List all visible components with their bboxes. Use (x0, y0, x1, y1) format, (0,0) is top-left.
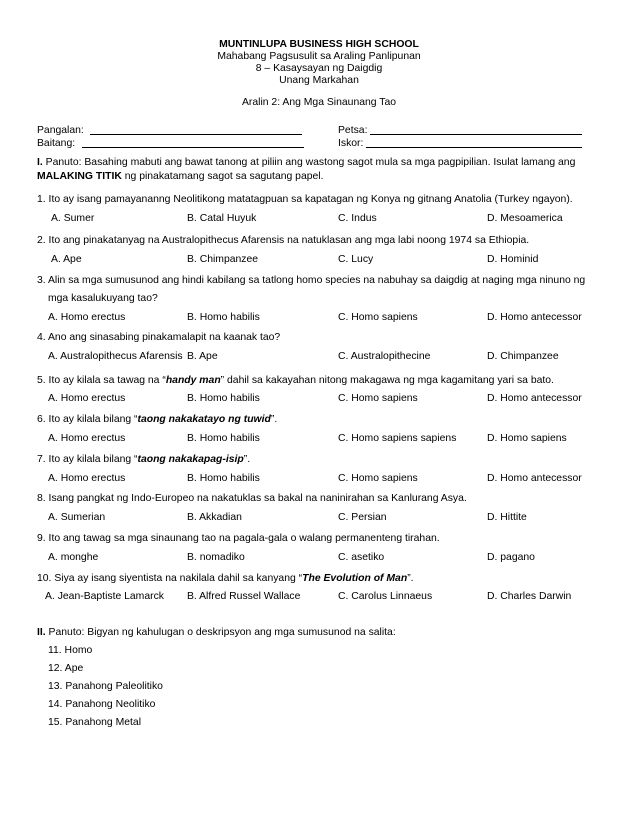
q8-option-b[interactable]: B. Akkadian (187, 512, 242, 523)
name-label: Pangalan: (37, 125, 84, 136)
q7-option-a[interactable]: A. Homo erectus (48, 473, 126, 484)
q5-option-b[interactable]: B. Homo habilis (187, 393, 260, 404)
question-3: 3. Alin sa mga sumusunod ang hindi kabilang sa tatlong homo species na nabuhay sa daigdig at naging mga ninuno ng (37, 275, 586, 286)
q2-option-c[interactable]: C. Lucy (338, 254, 374, 265)
q6-emphasis: taong nakakatayo ng tuwid (137, 414, 271, 425)
part2-item-12: 12. Ape (48, 663, 84, 674)
q7-pre: 7. Ito ay kilala bilang “ (37, 454, 138, 465)
q3-option-b[interactable]: B. Homo habilis (187, 312, 260, 323)
q9-option-b[interactable]: B. nomadiko (187, 552, 245, 563)
q5-option-c[interactable]: C. Homo sapiens (338, 393, 418, 404)
q7-option-d[interactable]: D. Homo antecessor (487, 473, 582, 484)
q3-option-c[interactable]: C. Homo sapiens (338, 312, 418, 323)
q1-option-d[interactable]: D. Mesoamerica (487, 213, 563, 224)
q8-option-a[interactable]: A. Sumerian (48, 512, 106, 523)
q1-option-a[interactable]: A. Sumer (51, 213, 95, 224)
name-line[interactable] (90, 134, 302, 135)
part1-instruction-bold: MALAKING TITIK (37, 171, 122, 182)
q5-option-a[interactable]: A. Homo erectus (48, 393, 126, 404)
q7-option-c[interactable]: C. Homo sapiens (338, 473, 418, 484)
q6-option-a[interactable]: A. Homo erectus (48, 433, 126, 444)
q4-option-a[interactable]: A. Australopithecus Afarensis (48, 351, 183, 362)
q2-option-a[interactable]: A. Ape (51, 254, 82, 265)
part1-numeral: I. (37, 157, 43, 168)
q5-pre: 5. Ito ay kilala sa tawag na “ (37, 375, 166, 386)
q7-post: ”. (243, 454, 251, 465)
grade-subject: 8 – Kasaysayan ng Daigdig (255, 63, 383, 74)
quarter: Unang Markahan (279, 75, 359, 86)
part2-instructions (37, 626, 597, 640)
q6-option-c[interactable]: C. Homo sapiens sapiens (338, 433, 457, 444)
q5-option-d[interactable]: D. Homo antecessor (487, 393, 582, 404)
grade-line[interactable] (82, 147, 304, 148)
question-7 (37, 453, 250, 466)
q8-option-c[interactable]: C. Persian (338, 512, 387, 523)
part2-numeral: II. (37, 627, 46, 638)
lesson-title: Aralin 2: Ang Mga Sinaunang Tao (241, 97, 397, 108)
part1-instruction-b: ng pinakatamang sagot sa sagutang papel. (121, 171, 324, 182)
question-1: 1. Ito ay isang pamayananng Neolitikong matatagpuan sa kapatagan ng Konya ng gitnang Anatolia (Turkey ngayon). (37, 194, 573, 205)
q3-option-a[interactable]: A. Homo erectus (48, 312, 126, 323)
question-4: 4. Ano ang sinasabing pinakamalapit na kaanak tao? (37, 332, 281, 343)
q10-option-b[interactable]: B. Alfred Russel Wallace (187, 591, 301, 602)
q10-option-d[interactable]: D. Charles Darwin (487, 591, 572, 602)
q6-option-d[interactable]: D. Homo sapiens (487, 433, 567, 444)
q3-option-d[interactable]: D. Homo antecessor (487, 312, 582, 323)
date-line[interactable] (370, 134, 582, 135)
q9-option-d[interactable]: D. pagano (487, 552, 535, 563)
q5-post: ” dahil sa kakayahan nitong makagawa ng mga kagamitang yari sa bato. (220, 375, 554, 386)
question-3-cont: mga kasalukuyang tao? (48, 293, 158, 304)
part2-item-14: 14. Panahong Neolitiko (48, 699, 156, 710)
q1-option-c[interactable]: C. Indus (338, 213, 377, 224)
q4-option-d[interactable]: D. Chimpanzee (487, 351, 559, 362)
grade-label: Baitang: (37, 138, 76, 149)
q10-post: ”. (407, 573, 414, 584)
score-line[interactable] (366, 147, 582, 148)
exam-title: Mahabang Pagsusulit sa Araling Panlipunan (217, 51, 421, 62)
part2-item-13: 13. Panahong Paleolitiko (48, 681, 163, 692)
question-8: 8. Isang pangkat ng Indo-Europeo na nakatuklas sa bakal na naninirahan sa Kanlurang Asya. (37, 493, 467, 504)
q2-option-b[interactable]: B. Chimpanzee (187, 254, 259, 265)
q7-emphasis: taong nakakapag-isip (137, 454, 244, 465)
part2-item-15: 15. Panahong Metal (48, 717, 142, 728)
q4-option-c[interactable]: C. Australopithecine (338, 351, 431, 362)
q1-option-b[interactable]: B. Catal Huyuk (187, 213, 257, 224)
q6-post: ”. (270, 414, 278, 425)
part2-item-11: 11. Homo (48, 645, 93, 656)
q9-option-a[interactable]: A. monghe (48, 552, 99, 563)
q10-option-c[interactable]: C. Carolus Linnaeus (338, 591, 433, 602)
school-name: MUNTINLUPA BUSINESS HIGH SCHOOL (219, 39, 419, 50)
q10-option-a[interactable]: A. Jean-Baptiste Lamarck (45, 591, 164, 602)
q8-option-d[interactable]: D. Hittite (487, 512, 527, 523)
q9-option-c[interactable]: C. asetiko (338, 552, 385, 563)
question-2: 2. Ito ang pinakatanyag na Australopithecus Afarensis na natuklasan ang mga labi noong 1974 sa Ethiopia. (37, 235, 530, 246)
part1-instruction-a: Panuto: Basahing mabuti ang bawat tanong at piliin ang wastong sagot mula sa mga pagpipilian. Isulat lamang ang (42, 157, 576, 168)
q2-option-d[interactable]: D. Hominid (487, 254, 539, 265)
score-label: Iskor: (338, 138, 364, 149)
q10-pre: 10. Siya ay isang siyentista na nakilala dahil sa kanyang “ (37, 573, 303, 584)
q6-option-b[interactable]: B. Homo habilis (187, 433, 260, 444)
question-6 (37, 413, 277, 426)
question-10 (37, 572, 414, 585)
q4-option-b[interactable]: B. Ape (187, 351, 218, 362)
question-9: 9. Ito ang tawag sa mga sinaunang tao na pagala-gala o walang permanenteng tirahan. (37, 533, 440, 544)
question-5 (37, 374, 554, 387)
q6-pre: 6. Ito ay kilala bilang “ (37, 414, 138, 425)
part1-instructions (37, 156, 597, 184)
date-label: Petsa: (338, 125, 368, 136)
part2-instruction: Panuto: Bigyan ng kahulugan o deskripsyon ang mga sumusunod na salita: (45, 627, 396, 638)
q7-option-b[interactable]: B. Homo habilis (187, 473, 260, 484)
q5-emphasis: handy man (165, 375, 221, 386)
q10-emphasis: The Evolution of Man (302, 573, 408, 584)
